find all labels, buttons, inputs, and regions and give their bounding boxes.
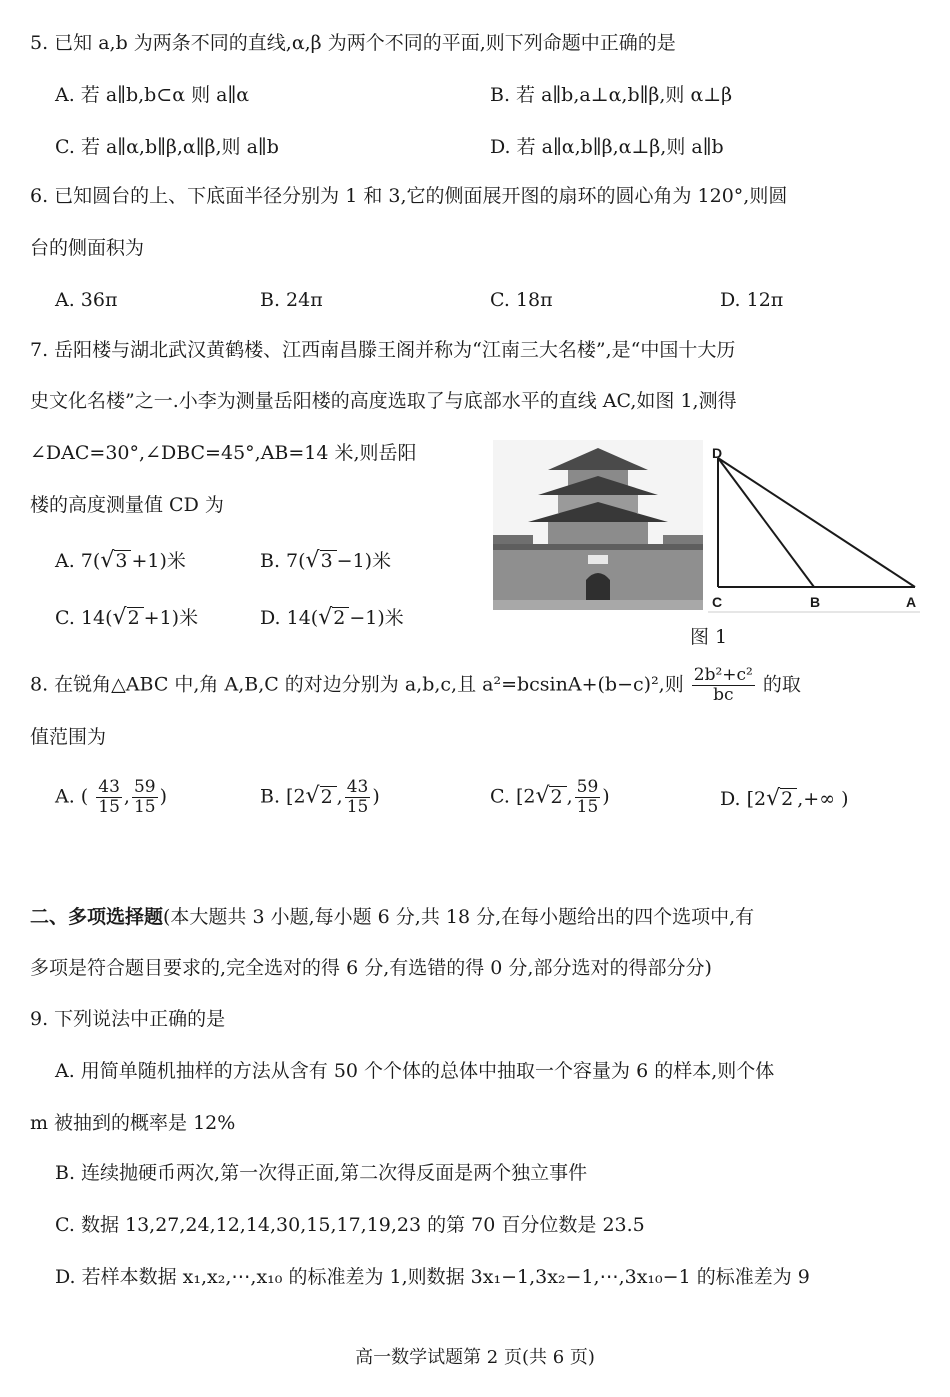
denominator: 15 <box>576 797 599 817</box>
q8-option-c-post: ) <box>602 785 610 808</box>
numerator: 59 <box>576 777 599 797</box>
point-a-label: A <box>906 594 917 610</box>
q7-option-d-pre: D. 14( <box>260 607 319 629</box>
q8-option-c-pre: C. [2 <box>490 785 536 808</box>
q7-option-b-pre: B. 7( <box>260 550 306 572</box>
q8-option-a <box>55 778 167 817</box>
q6-stem-line1: 6. 已知圆台的上、下底面半径分别为 1 和 3,它的侧面展开图的扇环的圆心角为 120°,则圆 <box>30 185 788 207</box>
q7-stem-line3: ∠DAC=30°,∠DBC=45°,AB=14 米,则岳阳 <box>30 442 417 464</box>
triangle-diagram <box>708 444 920 614</box>
q8-option-d <box>720 786 849 812</box>
page-footer: 高一数学试题第 2 页(共 6 页) <box>355 1347 595 1368</box>
q8-option-c <box>490 778 610 817</box>
separator: , <box>123 785 130 808</box>
q6-option-b: B. 24π <box>260 289 323 311</box>
radicand: 2 <box>780 788 797 809</box>
q8-expression-denominator: bc <box>713 685 734 705</box>
q5-option-d: D. 若 a∥α,b∥β,α⊥β,则 a∥b <box>490 136 724 158</box>
section2-desc-line2: 多项是符合题目要求的,完全选对的得 6 分,有选错的得 0 分,部分选对的得部分分) <box>30 957 712 979</box>
section2-heading-line1 <box>30 904 754 930</box>
q6-option-c: C. 18π <box>490 289 553 311</box>
q8-option-b-pre: B. [2 <box>260 785 306 808</box>
denominator: 15 <box>133 797 156 817</box>
q8-option-a-post: ) <box>159 785 168 808</box>
q5-option-b: B. 若 a∥b,a⊥α,b∥β,则 α⊥β <box>490 84 733 106</box>
tower-illustration <box>493 440 703 610</box>
q5-option-c: C. 若 a∥α,b∥β,α∥β,则 a∥b <box>55 136 279 158</box>
q5-stem: 5. 已知 a,b 为两条不同的直线,α,β 为两个不同的平面,则下列命题中正确的是 <box>30 32 676 54</box>
q6-option-a: A. 36π <box>55 289 118 311</box>
q8-stem-post: 的取 <box>762 673 801 696</box>
q7-option-a <box>55 548 186 574</box>
radical-sign: √ <box>112 605 127 630</box>
q8-stem-line1 <box>30 666 801 705</box>
q9-option-c: C. 数据 13,27,24,12,14,30,15,17,19,23 的第 70 百分位数是 23.5 <box>55 1214 645 1236</box>
q7-option-b-radicand: 3 <box>320 550 337 571</box>
radical-sign: √ <box>100 548 115 573</box>
q9-option-b: B. 连续抛硬币两次,第一次得正面,第二次得反面是两个独立事件 <box>55 1162 588 1184</box>
section2-title: 二、多项选择题 <box>30 906 164 928</box>
q8-expression-numerator: 2b²+c² <box>693 665 753 685</box>
q5-option-a: A. 若 a∥b,b⊂α 则 a∥α <box>55 84 250 106</box>
q7-option-c-pre: C. 14( <box>55 607 113 629</box>
q6-stem-line2: 台的侧面积为 <box>30 237 145 259</box>
section2-desc1: (本大题共 3 小题,每小题 6 分,共 18 分,在每小题给出的四个选项中,有 <box>163 906 755 928</box>
yueyang-tower-photo <box>493 440 703 610</box>
q6-option-d: D. 12π <box>720 289 784 311</box>
q9-option-a-line1: A. 用简单随机抽样的方法从含有 50 个个体的总体中抽取一个容量为 6 的样本,则个体 <box>55 1060 775 1082</box>
q8-option-d-post: ,+∞ ) <box>797 788 849 810</box>
q7-option-c <box>55 605 198 631</box>
separator: , <box>336 785 343 808</box>
q8-stem-pre: 8. 在锐角△ABC 中,角 A,B,C 的对边分别为 a,b,c,且 a²=bcsinA+(b−c)²,则 <box>30 673 684 696</box>
fraction <box>345 778 371 817</box>
q8-option-d-pre: D. [2 <box>720 788 767 810</box>
q8-option-b-post: ) <box>372 785 380 808</box>
line-db <box>718 458 814 587</box>
radicand: 2 <box>320 786 337 807</box>
q7-option-b <box>260 548 391 574</box>
q9-option-d: D. 若样本数据 x₁,x₂,⋯,x₁₀ 的标准差为 1,则数据 3x₁−1,3x₂−1,⋯,3x₁₀−1 的标准差为 9 <box>55 1266 810 1288</box>
fraction <box>96 778 122 817</box>
numerator: 43 <box>98 777 120 797</box>
denominator: 15 <box>346 797 369 817</box>
radical-sign: √ <box>318 605 333 630</box>
fraction <box>575 778 601 817</box>
q7-option-d-post: −1)米 <box>349 607 404 629</box>
separator: , <box>566 785 573 808</box>
q7-option-c-radicand: 2 <box>127 607 144 628</box>
fraction <box>132 778 158 817</box>
radicand: 2 <box>549 786 566 807</box>
q7-stem-line4: 楼的高度测量值 CD 为 <box>30 494 224 516</box>
q7-option-b-post: −1)米 <box>336 550 392 572</box>
numerator: 59 <box>133 777 156 797</box>
point-b-label: B <box>810 594 821 610</box>
q8-expression-fraction <box>692 666 755 705</box>
numerator: 43 <box>346 777 369 797</box>
point-c-label: C <box>712 594 723 610</box>
line-da <box>718 458 915 587</box>
q9-stem: 9. 下列说法中正确的是 <box>30 1008 226 1030</box>
q7-stem-line1: 7. 岳阳楼与湖北武汉黄鹤楼、江西南昌滕王阁并称为“江南三大名楼”,是“中国十大历 <box>30 339 736 361</box>
q7-option-c-post: +1)米 <box>143 607 199 629</box>
denominator: 15 <box>98 797 120 817</box>
q8-option-a-pre: A. ( <box>55 785 89 808</box>
figure-caption: 图 1 <box>690 626 728 648</box>
q8-option-b <box>260 778 380 817</box>
radical-sign: √ <box>766 786 781 811</box>
q7-option-d-radicand: 2 <box>332 607 349 628</box>
q7-option-a-post: +1)米 <box>131 550 186 572</box>
radical-sign: √ <box>305 548 320 573</box>
q7-option-a-radicand: 3 <box>114 550 131 571</box>
q7-option-a-pre: A. 7( <box>55 550 101 572</box>
point-d-label: D <box>712 445 723 461</box>
q9-option-a-line2: m 被抽到的概率是 12% <box>30 1112 236 1134</box>
q7-stem-line2: 史文化名楼”之一.小李为测量岳阳楼的高度选取了与底部水平的直线 AC,如图 1,测得 <box>30 390 737 412</box>
radical-sign: √ <box>535 783 550 809</box>
radical-sign: √ <box>305 783 320 809</box>
q7-option-d <box>260 605 404 631</box>
q8-stem-line2: 值范围为 <box>30 726 107 748</box>
